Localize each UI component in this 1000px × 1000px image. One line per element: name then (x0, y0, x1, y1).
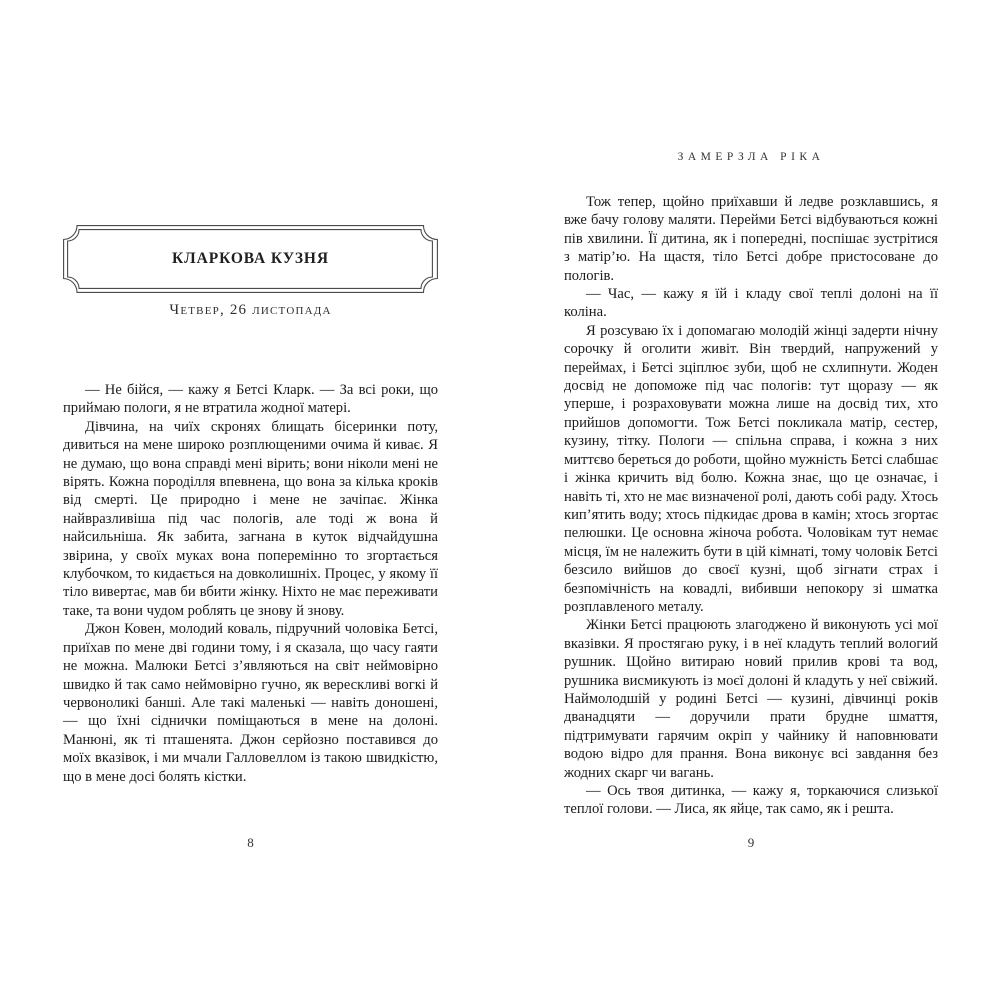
page-number-right: 9 (747, 835, 755, 850)
body-text-left (63, 381, 438, 786)
paragraph: Я розсуваю їх і допомагаю молодій жінці задерти нічну сорочку й оголити живіт. Він твердий, напружений у переймах, і Бетсі зціплює зуби, щоб не схлипнути. Жоден досвід не допоможе під час пологів: тут щоразу — як уперше, і розраховувати можна лише на досвід тих, хто прийшов допомогти. Тож Бетсі покликала матір, сестер, кузину, тітку. Пологи — спільна справа, і кожна з них миттєво береться до роботи, щойно мужність Бетсі слабшає і жінка кричить від болю. Кожна знає, що це означає, і навіть ті, хто не має визначеної ролі, дають собі раду. Хтось кип’ятить воду; хтось підкидає дрова в камін; хтось згортає пелюшки. Це основна жіноча робота. Чоловікам тут немає місця, їм не належить бути в цій кімнаті, тому чоловік Бетсі безсило вийшов до своєї кузні, щоб зігнати страх і безпомічність на ковадлі, вибивши непокору зі шматка розплавленого металу. (564, 322, 938, 615)
body-text-right (564, 193, 938, 819)
paragraph: — Не бійся, — кажу я Бетсі Кларк. — За всі роки, що приймаю пологи, я не втратила жодної матері. (63, 382, 438, 417)
chapter-title-plaque (63, 225, 438, 293)
right-page (564, 0, 938, 1000)
page-number-left: 8 (247, 835, 254, 850)
paragraph: Тож тепер, щойно приїхавши й ледве розклавшись, я вже бачу голову маляти. Перейми Бетсі відбуваються кожні пів хвилини. Її дитина, як і попередні, поспішає зустрітися з матір’ю. На щастя, тіло Бетсі добре пристосоване до пологів. (564, 194, 938, 284)
paragraph: Джон Ковен, молодий коваль, підручний чоловіка Бетсі, приїхав по мене дві години тому, і я сказала, що часу гаяти не можна. Малюки Бетсі з’являються на світ неймовірно швидко й так само неймовірно гучно, як верескливі вогкі й червоноликі банші. Але такі маленькі — навіть доношені, — що їхні сіднички поміщаються в мене на долоні. Манюні, як ті пташенята. Джон серйозно поставився до моїх вказівок, і ми мчали Галловеллом із такою швидкістю, що в мене досі болять кістки. (63, 621, 438, 785)
left-page (63, 0, 438, 1000)
paragraph: Жінки Бетсі працюють злагоджено й виконують усі мої вказівки. Я простягаю руку, і в неї кладуть теплий вологий рушник. Щойно витираю новий прилив крові та вод, рушника висмикують із моєї долоні й кладуть у неї свіжий. Наймолодшій у родині Бетсі — кузині, дівчинці років дванадцяти — доручили прати брудне шмаття, підтримувати гарячим окріп у чайнику й наповнювати водою відро для прання. Вона виконує всі завдання без жодних скарг чи вагань. (564, 617, 938, 781)
paragraph: — Час, — кажу я їй і кладу свої теплі долоні на її коліна. (564, 286, 938, 321)
chapter-date: Четвер, 26 листопада (169, 302, 332, 318)
paragraph: Дівчина, на чиїх скронях блищать бісеринки поту, дивиться на мене широко розплющеними очима й киває. Я не думаю, що вона справді мені вірить; вони ніколи мені не вірять. Кожна породілля впевнена, що вона за кілька кроків від смерті. Це природно і мене не зачіпає. Жінка найвразливіша під час пологів, але тоді ж вона й найсильніша. Як забита, загнана в куток відчайдушна звірина, у своїх муках вона поперемінно то згортається клубочком, то кидається на довколишніх. Процес, у якому її тіло вивертає, мав би вбити жінку. Ніхто не має переживати таке, та вони чудом роблять це знову й знову. (63, 418, 438, 619)
running-head: ЗАМЕРЗЛА РІКА (677, 151, 825, 163)
chapter-title: КЛАРКОВА КУЗНЯ (172, 250, 329, 267)
paragraph: — Ось твоя дитинка, — кажу я, торкаючися слизької теплої голови. — Лиса, як яйце, так само, як і решта. (564, 783, 938, 818)
